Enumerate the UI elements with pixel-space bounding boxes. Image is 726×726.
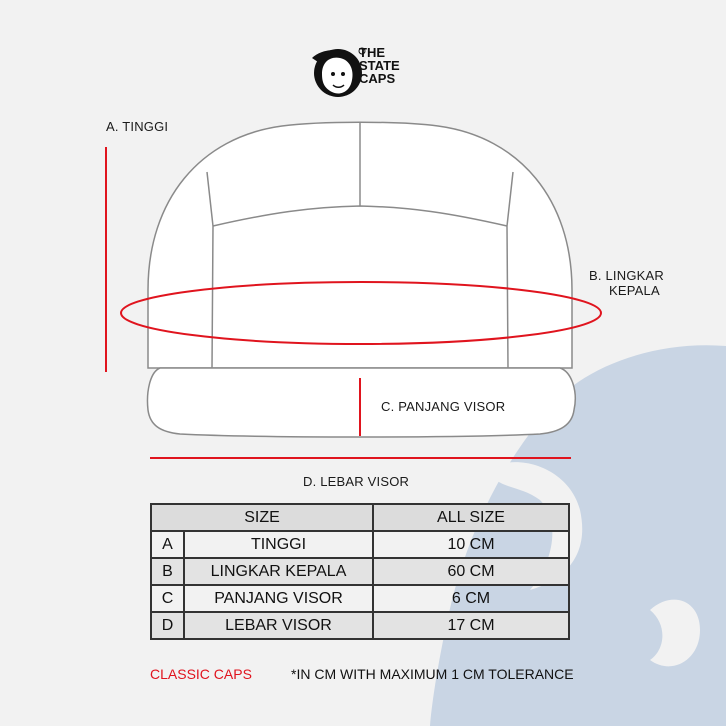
label-height: A. TINGGI (106, 119, 169, 134)
header-size: SIZE (151, 504, 373, 531)
table-row (151, 612, 569, 639)
row-name: TINGGI (184, 531, 373, 558)
row-name: LEBAR VISOR (184, 612, 373, 639)
row-letter: D (151, 612, 184, 639)
row-letter: A (151, 531, 184, 558)
brand-line-1: THE (359, 45, 385, 60)
table-row (151, 585, 569, 612)
row-value: 60 CM (373, 558, 569, 585)
label-visor-width: D. LEBAR VISOR (303, 474, 410, 489)
brand-wordmark (359, 46, 400, 85)
label-head-circumference-line2: KEPALA (609, 283, 660, 298)
header-all-size: ALL SIZE (373, 504, 569, 531)
table-row (151, 531, 569, 558)
footer-product-name: CLASSIC CAPS (150, 666, 252, 682)
table-header-row (151, 504, 569, 531)
brand-line-3: CAPS (359, 71, 396, 86)
row-value: 10 CM (373, 531, 569, 558)
label-head-circumference: B. LINGKAR (589, 268, 664, 283)
size-table (150, 503, 570, 640)
cap-visor (148, 368, 576, 437)
row-value: 6 CM (373, 585, 569, 612)
cap-boy-logo-icon (312, 48, 365, 97)
row-value: 17 CM (373, 612, 569, 639)
row-letter: C (151, 585, 184, 612)
row-name: PANJANG VISOR (184, 585, 373, 612)
row-letter: B (151, 558, 184, 585)
footer-tolerance-note: *IN CM WITH MAXIMUM 1 CM TOLERANCE (291, 666, 574, 682)
brand-line-2: STATE (359, 58, 400, 73)
row-name: LINGKAR KEPALA (184, 558, 373, 585)
table-row (151, 558, 569, 585)
label-visor-length: C. PANJANG VISOR (381, 399, 506, 414)
